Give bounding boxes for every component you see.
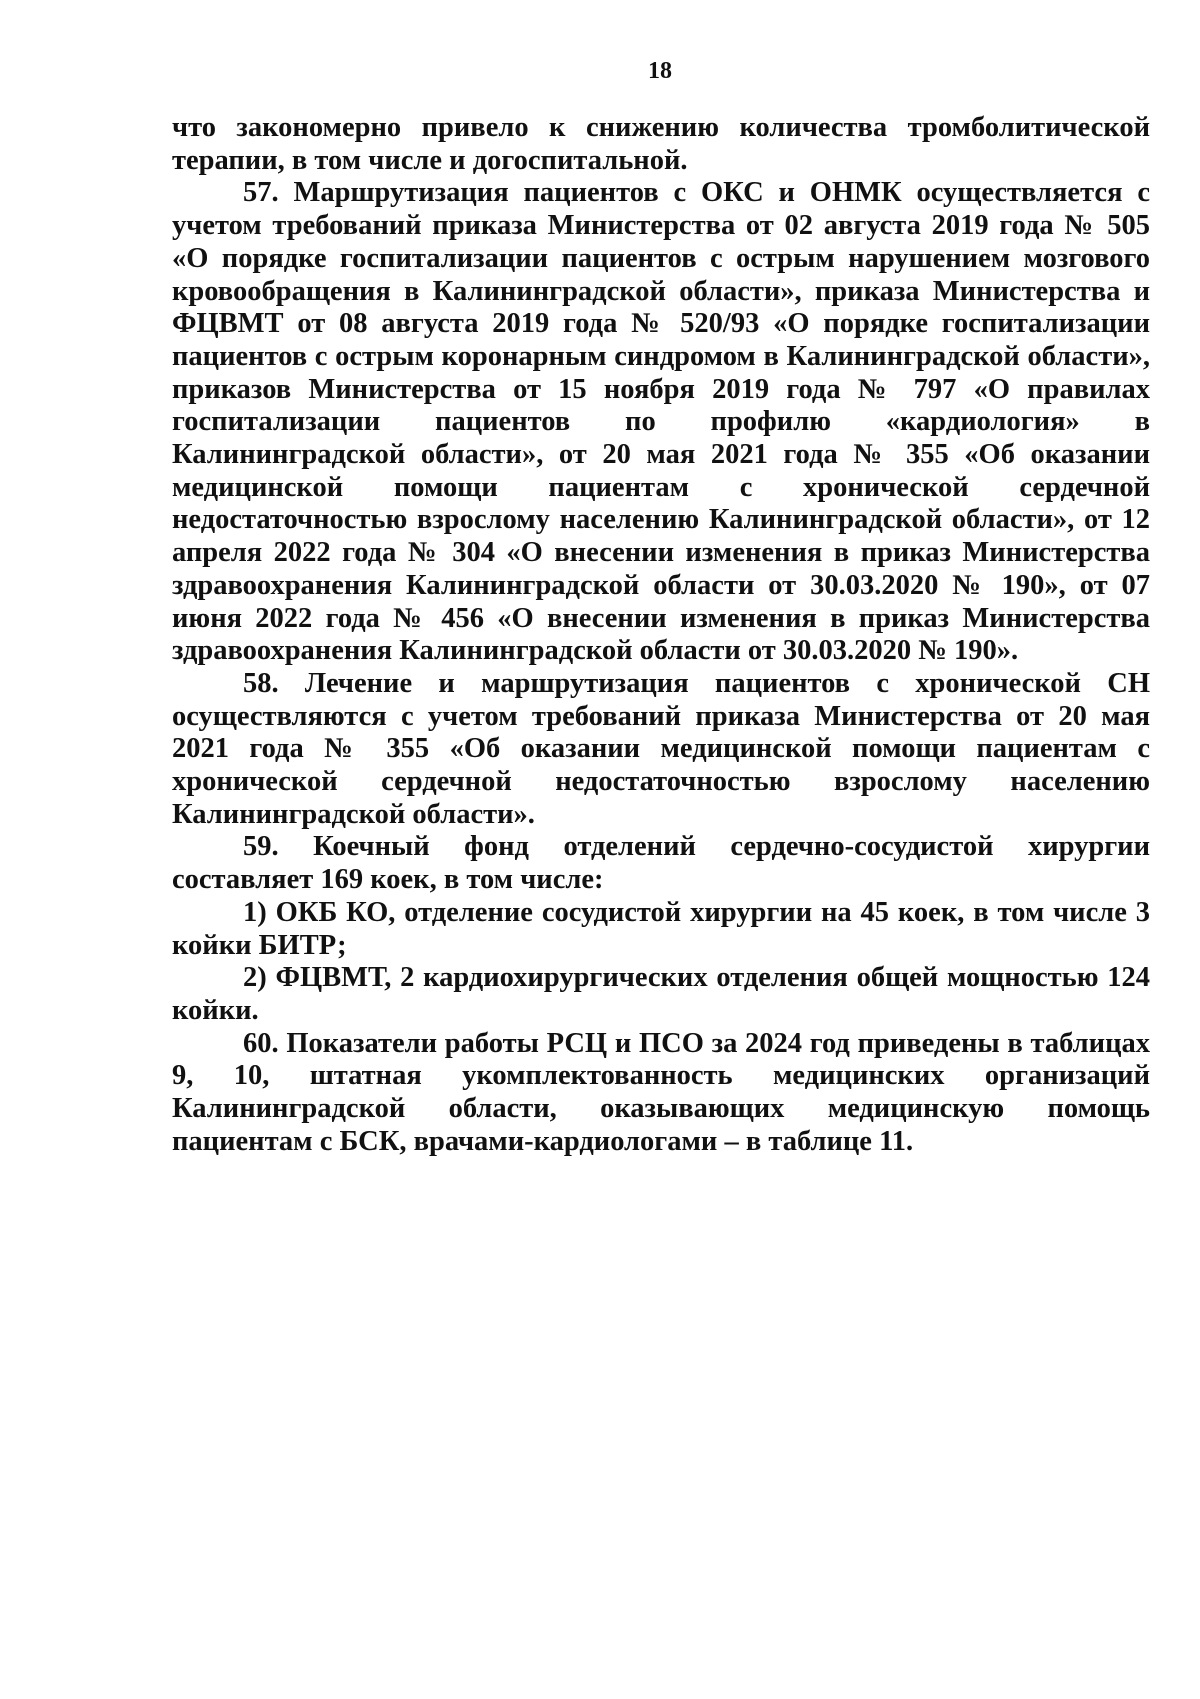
paragraph-59: 59. Коечный фонд отделений сердечно-сосудистой хирургии составляет 169 коек, в том числе:	[172, 831, 1150, 896]
document-body	[172, 112, 1150, 1159]
paragraph-60: 60. Показатели работы РСЦ и ПСО за 2024 год приведены в таблицах 9, 10, штатная укомплектованность медицинских организаций Калининградской области, оказывающих медицинскую помощь пациентам с БСК, врачами-кардиологами – в таблице 11.	[172, 1027, 1150, 1157]
paragraph-58: 58. Лечение и маршрутизация пациентов с хронической СН осуществляются с учетом требований приказа Министерства от 20 мая 2021 года № 355 «Об оказании медицинской помощи пациентам с хронической сердечной недостаточностью взрослому населению Калининградской области».	[172, 667, 1150, 830]
page-number: 18	[648, 58, 672, 84]
paragraph-continuation: что закономерно привело к снижению количества тромболитической терапии, в том числе и догоспитальной.	[172, 112, 1150, 176]
list-item-1: 1) ОКБ КО, отделение сосудистой хирургии на 45 коек, в том числе 3 койки БИТР;	[172, 896, 1150, 961]
paragraph-57: 57. Маршрутизация пациентов с ОКС и ОНМК осуществляется с учетом требований приказа Министерства от 02 августа 2019 года № 505 «О порядке госпитализации пациентов с острым нарушением мозгового кровообращения в Калининградской области», приказа Министерства и ФЦВМТ от 08 августа 2019 года № 520/93 «О порядке госпитализации пациентов с острым коронарным синдромом в Калининградской области», приказов Министерства от 15 ноября 2019 года № 797 «О правилах госпитализации пациентов по профилю «кардиология» в Калининградской области», от 20 мая 2021 года № 355 «Об оказании медицинской помощи пациентам с хронической сердечной недостаточностью взрослому населению Калининградской области», от 12 апреля 2022 года № 304 «О внесении изменения в приказ Министерства здравоохранения Калининградской области от 30.03.2020 № 190», от 07 июня 2022 года № 456 «О внесении изменения в приказ Министерства здравоохранения Калининградской области от 30.03.2020 № 190».	[172, 177, 1150, 667]
list-item-2: 2) ФЦВМТ, 2 кардиохирургических отделения общей мощностью 124 койки.	[172, 962, 1150, 1026]
